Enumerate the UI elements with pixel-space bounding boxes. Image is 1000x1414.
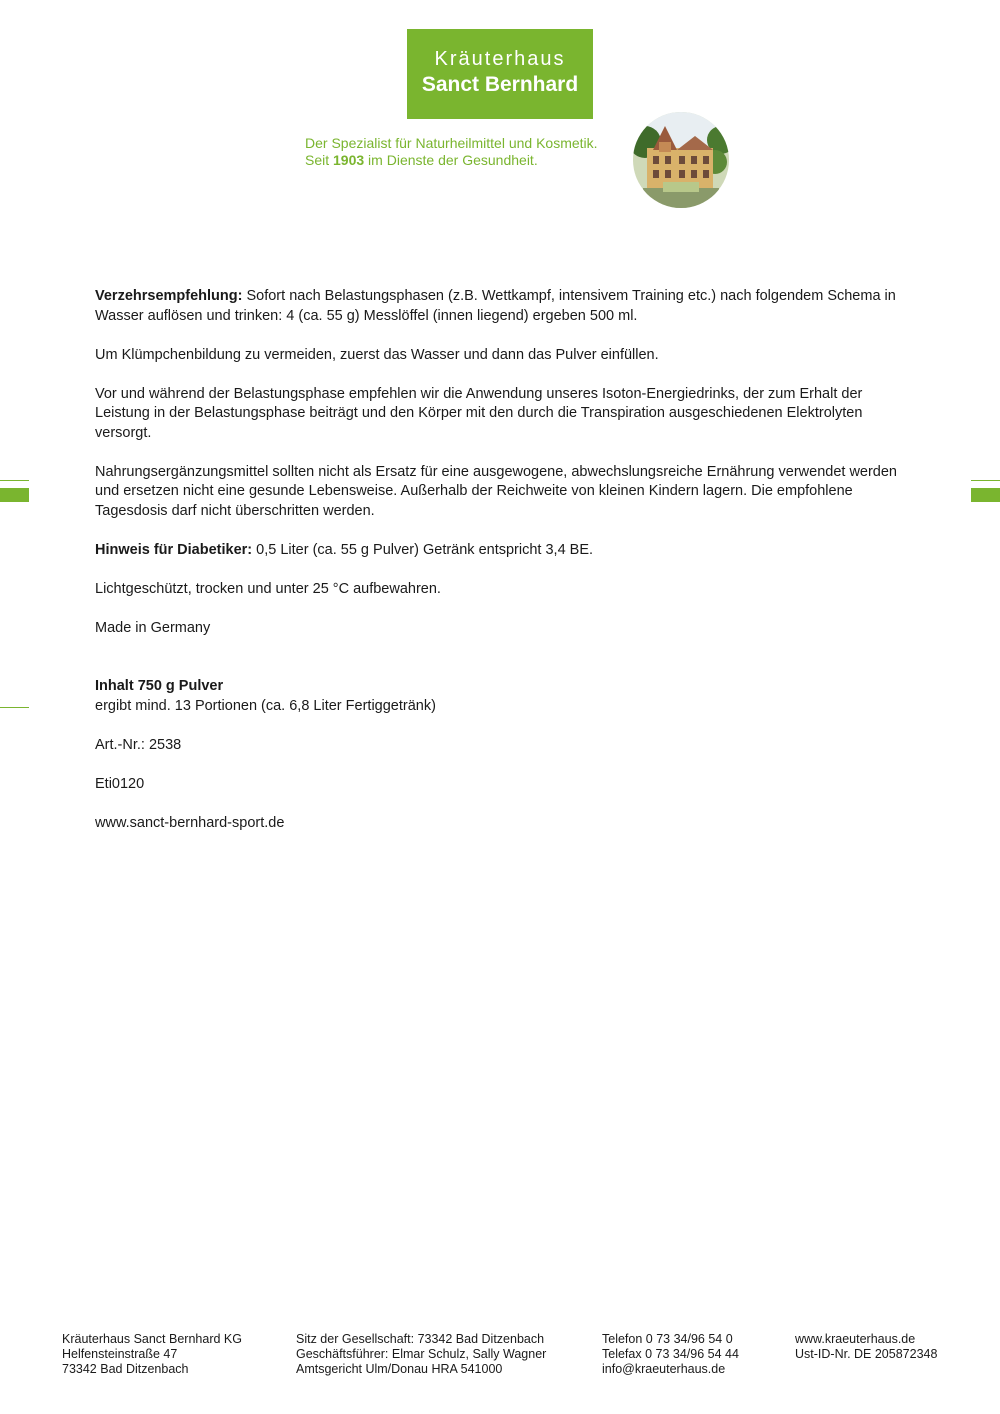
paragraph-storage: Lichtgeschützt, trocken und unter 25 °C aufbewahren. [95,580,441,597]
paragraph-consumption [95,287,910,326]
contents-text: ergibt mind. 13 Portionen (ca. 6,8 Liter Fertiggetränk) [95,697,436,714]
paragraph-lumps: Um Klümpchenbildung zu vermeiden, zuerst das Wasser und dann das Pulver einfüllen. [95,346,659,363]
footer-company-name: Kräuterhaus Sanct Bernhard KG [62,1332,242,1346]
label-code: Eti0120 [95,775,145,792]
footer-phone: Telefon 0 73 34/96 54 0 [602,1332,733,1346]
building-photo [633,112,729,208]
consumption-text: Sofort nach Belastungsphasen (z.B. Wettkampf, intensivem Training etc.) nach folgendem Schema in Wasser auflösen und trinken: 4 (ca. 55 g) Messlöffel (innen liegend) ergeben 500 ml. [95,288,896,324]
paragraph-supplement-warning: Nahrungsergänzungsmittel sollten nicht als Ersatz für eine ausgewogene, abwechslungsreiche Ernährung verwendet werden und ersetzen nicht eine gesunde Lebensweise. Außerhalb der Reichweite von kleinen Kindern lagern. Die empfohlene Tagesdosis darf nicht überschritten werden. [95,463,897,519]
right-fold-mark-thin-top [971,480,1000,481]
footer-fax: Telefax 0 73 34/96 54 44 [602,1347,739,1361]
logo-line-1: Kräuterhaus [434,48,566,70]
contents-label: Inhalt 750 g Pulver [95,678,224,694]
left-fold-mark-thin-bottom [0,707,29,708]
spacer [95,658,910,678]
tagline-line-1: Der Spezialist für Naturheilmittel und Kosmetik. [305,135,598,151]
tagline-line-2 [305,152,625,169]
brand-logo [407,29,593,119]
tagline-suffix: im Dienste der Gesundheit. [364,152,538,168]
footer-vat-id: Ust-ID-Nr. DE 205872348 [795,1347,938,1361]
footer-website: www.kraeuterhaus.de [795,1332,916,1346]
footer-managers: Geschäftsführer: Elmar Schulz, Sally Wagner [296,1347,547,1361]
left-fold-mark-block [0,488,29,502]
footer-web [795,1332,937,1362]
tagline [305,135,625,169]
footer-email: info@kraeuterhaus.de [602,1362,726,1376]
consumption-label: Verzehrsempfehlung: [95,288,243,304]
diabetics-text: 0,5 Liter (ca. 55 g Pulver) Getränk entspricht 3,4 BE. [252,541,594,558]
paragraph-isoton: Vor und während der Belastungsphase empfehlen wir die Anwendung unseres Isoton-Energiedrinks, der zum Erhalt der Leistung in der Belastungsphase beiträgt und den Körper mit den durch die Transpiration ausgeschiedenen Elektrolyten versorgt. [95,385,863,441]
product-website: www.sanct-bernhard-sport.de [95,814,285,831]
footer-legal [296,1332,546,1377]
paragraph-origin: Made in Germany [95,619,211,636]
left-fold-mark-thin-top [0,480,29,481]
paragraph-diabetics [95,541,910,561]
footer-seat: Sitz der Gesellschaft: 73342 Bad Ditzenbach [296,1332,545,1346]
right-fold-mark-block [971,488,1000,502]
main-content [95,287,910,853]
footer-city: 73342 Bad Ditzenbach [62,1362,189,1376]
article-number: Art.-Nr.: 2538 [95,736,182,753]
footer-company [62,1332,242,1377]
tagline-year: 1903 [333,152,365,168]
footer-contact [602,1332,739,1377]
logo-line-2: Sanct Bernhard [421,73,579,96]
footer-street: Helfensteinstraße 47 [62,1347,178,1361]
footer-register: Amtsgericht Ulm/Donau HRA 541000 [296,1362,503,1376]
tagline-prefix: Seit [305,152,334,168]
diabetics-label: Hinweis für Diabetiker: [95,541,253,558]
